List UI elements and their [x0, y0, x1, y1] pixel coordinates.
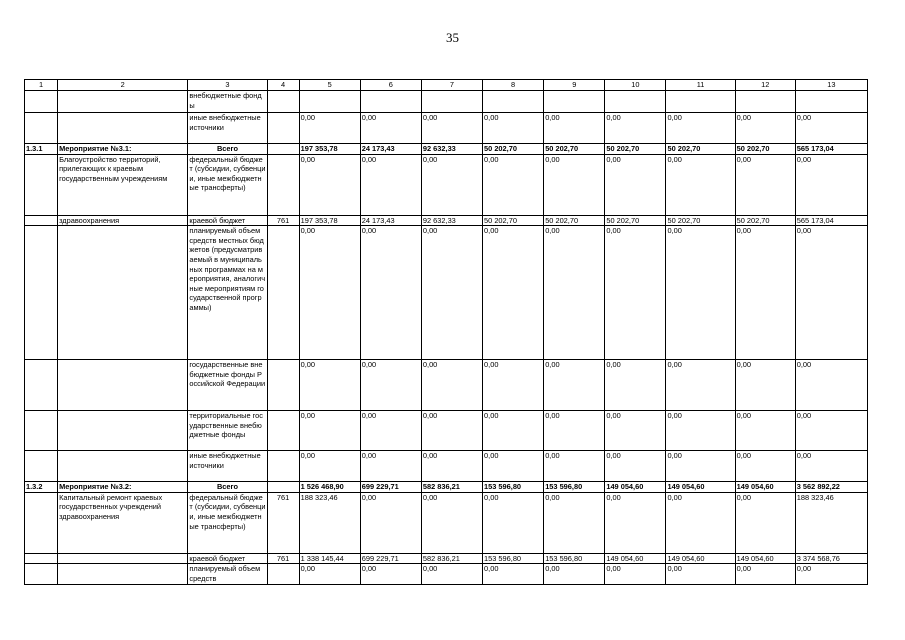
table-cell: 0,00	[735, 360, 795, 411]
table-cell: Мероприятие №3.2:	[58, 482, 188, 493]
table-cell: 0,00	[483, 451, 544, 482]
table-row	[25, 91, 868, 113]
table-cell: 149 054,60	[605, 482, 666, 493]
table-cell: 0,00	[299, 411, 360, 451]
table-cell	[544, 91, 605, 113]
table-cell	[25, 360, 58, 411]
table-cell: 0,00	[421, 564, 482, 584]
table-cell: 3 374 568,76	[795, 553, 867, 564]
table-cell	[25, 91, 58, 113]
table-cell	[58, 91, 188, 113]
table-cell	[58, 451, 188, 482]
table-cell: Мероприятие №3.1:	[58, 144, 188, 155]
column-number: 9	[544, 80, 605, 91]
table-cell	[58, 564, 188, 584]
table-cell	[267, 154, 299, 215]
table-cell: Капитальный ремонт краевых государственных учреждений здравоохранения	[58, 492, 188, 553]
table-cell	[58, 411, 188, 451]
table-cell	[735, 91, 795, 113]
table-cell	[25, 215, 58, 226]
table-cell: иные внебюджетные источники	[188, 113, 267, 144]
table-cell: 0,00	[795, 451, 867, 482]
table-cell: 0,00	[299, 113, 360, 144]
table-cell: 0,00	[360, 113, 421, 144]
table-cell: 0,00	[666, 492, 735, 553]
column-number: 10	[605, 80, 666, 91]
table-cell: 0,00	[483, 113, 544, 144]
column-number: 13	[795, 80, 867, 91]
table-cell	[267, 113, 299, 144]
table-cell: 0,00	[360, 492, 421, 553]
table-cell	[25, 553, 58, 564]
table-cell: Благоустройство территорий, прилегающих к краевым государственным учреждениям	[58, 154, 188, 215]
table-cell	[25, 492, 58, 553]
column-number: 12	[735, 80, 795, 91]
table-cell: 0,00	[666, 113, 735, 144]
table-cell	[267, 411, 299, 451]
table-cell: Всего	[188, 482, 267, 493]
table-cell: 565 173,04	[795, 215, 867, 226]
table-cell	[666, 91, 735, 113]
table-cell: 0,00	[421, 113, 482, 144]
table-cell	[267, 360, 299, 411]
table-cell: федеральный бюджет (субсидии, субвенции, иные межбюджетные трансферты)	[188, 154, 267, 215]
table-cell: 0,00	[360, 411, 421, 451]
table-cell: 0,00	[299, 564, 360, 584]
table-cell: 0,00	[421, 451, 482, 482]
table-cell: 0,00	[666, 411, 735, 451]
table-cell: внебюджетные фонды	[188, 91, 267, 113]
column-number: 7	[421, 80, 482, 91]
column-number: 2	[58, 80, 188, 91]
table-cell: территориальные государственные внебюджетные фонды	[188, 411, 267, 451]
column-number: 8	[483, 80, 544, 91]
table-cell: 50 202,70	[544, 144, 605, 155]
table-cell: государственные внебюджетные фонды Российской Федерации	[188, 360, 267, 411]
table-cell	[360, 91, 421, 113]
table-cell: 149 054,60	[605, 553, 666, 564]
table-cell: 699 229,71	[360, 553, 421, 564]
table-row	[25, 564, 868, 584]
table-cell: 0,00	[795, 113, 867, 144]
table-cell: краевой бюджет	[188, 553, 267, 564]
table-cell: 149 054,60	[666, 553, 735, 564]
table-cell: 0,00	[795, 360, 867, 411]
table-cell: 0,00	[605, 154, 666, 215]
table-cell: 50 202,70	[605, 144, 666, 155]
table-cell	[58, 553, 188, 564]
table-cell: 3 562 892,22	[795, 482, 867, 493]
table-cell: 1.3.2	[25, 482, 58, 493]
table-cell	[795, 91, 867, 113]
table-cell: 0,00	[795, 226, 867, 360]
table-cell	[267, 91, 299, 113]
table-cell: 0,00	[795, 564, 867, 584]
table-row	[25, 451, 868, 482]
table-cell: 153 596,80	[483, 482, 544, 493]
table-cell	[267, 482, 299, 493]
table-cell: 149 054,60	[735, 482, 795, 493]
column-number: 4	[267, 80, 299, 91]
table-cell: 0,00	[544, 564, 605, 584]
table-cell	[267, 451, 299, 482]
table-cell	[267, 144, 299, 155]
table-cell: 0,00	[483, 411, 544, 451]
table-row	[25, 113, 868, 144]
table-cell: 761	[267, 492, 299, 553]
table-cell: 24 173,43	[360, 215, 421, 226]
table-cell: 0,00	[735, 564, 795, 584]
column-number: 1	[25, 80, 58, 91]
table-cell: 0,00	[360, 154, 421, 215]
table-cell: 0,00	[360, 451, 421, 482]
table-cell: здравоохранения	[58, 215, 188, 226]
table-cell: 50 202,70	[735, 215, 795, 226]
table-cell: 1 338 145,44	[299, 553, 360, 564]
table-cell: 0,00	[666, 154, 735, 215]
table-cell: 1.3.1	[25, 144, 58, 155]
column-number: 3	[188, 80, 267, 91]
table-row	[25, 226, 868, 360]
table-row	[25, 482, 868, 493]
table-cell: 0,00	[483, 492, 544, 553]
table-cell: 0,00	[483, 360, 544, 411]
table-cell: 188 323,46	[795, 492, 867, 553]
table-cell: 0,00	[421, 492, 482, 553]
table-cell: 197 353,78	[299, 215, 360, 226]
table-cell: 0,00	[544, 411, 605, 451]
table-row	[25, 411, 868, 451]
table-cell: 0,00	[544, 451, 605, 482]
table-cell: 0,00	[544, 154, 605, 215]
table-cell: 153 596,80	[544, 482, 605, 493]
table-cell: 50 202,70	[666, 215, 735, 226]
table-cell: 0,00	[299, 451, 360, 482]
table-cell: 0,00	[666, 564, 735, 584]
table-cell: 0,00	[544, 113, 605, 144]
table-cell: 0,00	[421, 360, 482, 411]
table-cell: 761	[267, 215, 299, 226]
table-cell: 0,00	[735, 492, 795, 553]
table-cell: 149 054,60	[735, 553, 795, 564]
table-row	[25, 215, 868, 226]
table-cell: 0,00	[795, 154, 867, 215]
table-cell: 24 173,43	[360, 144, 421, 155]
table-cell	[299, 91, 360, 113]
table-cell: федеральный бюджет (субсидии, субвенции, иные межбюджетные трансферты)	[188, 492, 267, 553]
table-cell: 0,00	[605, 360, 666, 411]
table-cell	[605, 91, 666, 113]
table-cell	[58, 360, 188, 411]
table-cell: иные внебюджетные источники	[188, 451, 267, 482]
table-cell	[267, 226, 299, 360]
table-cell: краевой бюджет	[188, 215, 267, 226]
table-row	[25, 154, 868, 215]
table-cell: 50 202,70	[544, 215, 605, 226]
table-cell: 0,00	[735, 154, 795, 215]
table-cell: планируемый объем средств	[188, 564, 267, 584]
table-cell: 50 202,70	[666, 144, 735, 155]
table-cell: 0,00	[605, 411, 666, 451]
table-cell: 0,00	[421, 226, 482, 360]
table-cell: 0,00	[360, 564, 421, 584]
table-cell	[58, 113, 188, 144]
table-cell	[25, 154, 58, 215]
table-cell	[25, 113, 58, 144]
table-cell: 50 202,70	[605, 215, 666, 226]
table-cell: 0,00	[735, 113, 795, 144]
table-cell: 0,00	[605, 226, 666, 360]
page-number: 35	[446, 30, 459, 45]
table-cell: 0,00	[605, 113, 666, 144]
table-cell: 0,00	[360, 360, 421, 411]
table-cell: 699 229,71	[360, 482, 421, 493]
table-row	[25, 492, 868, 553]
table-cell	[58, 226, 188, 360]
table-cell	[421, 91, 482, 113]
table-cell: 50 202,70	[735, 144, 795, 155]
column-number: 5	[299, 80, 360, 91]
table-cell: 0,00	[735, 411, 795, 451]
table-cell: 92 632,33	[421, 215, 482, 226]
table-cell: 149 054,60	[666, 482, 735, 493]
table-cell: 0,00	[483, 154, 544, 215]
table-cell: 0,00	[299, 226, 360, 360]
table-cell: 0,00	[544, 492, 605, 553]
table-cell: 0,00	[666, 360, 735, 411]
table-cell: 565 173,04	[795, 144, 867, 155]
table-cell: 582 836,21	[421, 482, 482, 493]
table-cell: 0,00	[605, 564, 666, 584]
table-cell: 0,00	[605, 492, 666, 553]
table-cell	[25, 451, 58, 482]
table-cell: 0,00	[421, 411, 482, 451]
table-cell: 582 836,21	[421, 553, 482, 564]
table-cell: 0,00	[605, 451, 666, 482]
table-cell: 153 596,80	[483, 553, 544, 564]
table-cell: 0,00	[544, 360, 605, 411]
budget-table	[24, 79, 868, 585]
table-cell: 0,00	[421, 154, 482, 215]
column-number: 11	[666, 80, 735, 91]
table-cell: 50 202,70	[483, 144, 544, 155]
table-cell: 761	[267, 553, 299, 564]
table-cell: 0,00	[666, 451, 735, 482]
table-row	[25, 144, 868, 155]
table-cell: 0,00	[735, 451, 795, 482]
table-cell: Всего	[188, 144, 267, 155]
table-cell: 0,00	[299, 360, 360, 411]
table-cell: 1 526 468,90	[299, 482, 360, 493]
table-row	[25, 360, 868, 411]
table-cell: 0,00	[666, 226, 735, 360]
table-cell: 153 596,80	[544, 553, 605, 564]
table-cell	[25, 226, 58, 360]
table-cell: 0,00	[360, 226, 421, 360]
table-cell	[483, 91, 544, 113]
table-cell	[25, 564, 58, 584]
table-cell: 50 202,70	[483, 215, 544, 226]
table-cell: 92 632,33	[421, 144, 482, 155]
table-row	[25, 553, 868, 564]
table-cell	[25, 411, 58, 451]
table-cell: 0,00	[735, 226, 795, 360]
table-cell: планируемый объем средств местных бюджетов (предусматриваемый в муниципальных программах на мероприятия, аналогичные мероприятиям государственной программы)	[188, 226, 267, 360]
header-row	[25, 80, 868, 91]
table-cell: 0,00	[483, 564, 544, 584]
table-cell: 0,00	[795, 411, 867, 451]
table-cell: 188 323,46	[299, 492, 360, 553]
table-cell: 0,00	[483, 226, 544, 360]
table-cell	[267, 564, 299, 584]
table-cell: 197 353,78	[299, 144, 360, 155]
column-number: 6	[360, 80, 421, 91]
table-cell: 0,00	[299, 154, 360, 215]
table-cell: 0,00	[544, 226, 605, 360]
